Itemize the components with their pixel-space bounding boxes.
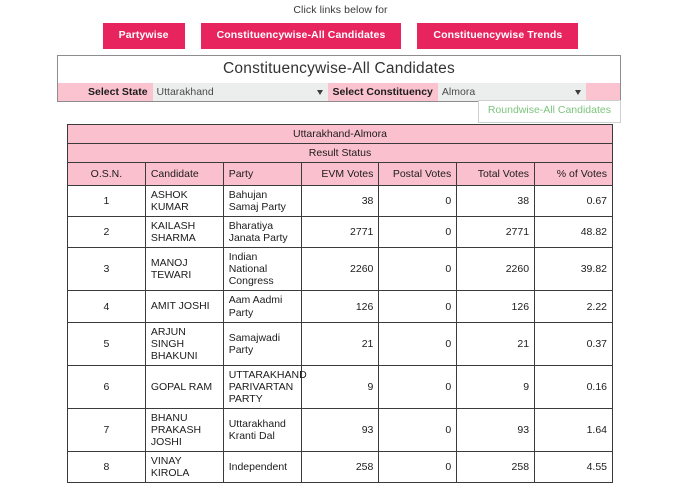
selector-row — [58, 83, 620, 101]
table-row — [68, 408, 613, 451]
select-state-label: Select State — [58, 83, 153, 101]
select-constituency-dropdown[interactable] — [438, 83, 586, 101]
cell-osn: 1 — [68, 186, 146, 217]
cell-pct: 39.82 — [535, 248, 613, 291]
cell-candidate: AMIT JOSHI — [145, 291, 223, 322]
table-row — [68, 217, 613, 248]
results-table-body — [68, 186, 613, 483]
cell-candidate: ARJUN SINGH BHAKUNI — [145, 322, 223, 365]
results-table-container — [67, 124, 613, 483]
table-row — [68, 322, 613, 365]
results-table — [67, 124, 613, 483]
cell-party: Independent — [223, 452, 301, 483]
panel-title: Constituencywise-All Candidates — [58, 56, 620, 83]
cell-postal: 0 — [379, 186, 457, 217]
column-header-osn: O.S.N. — [68, 163, 146, 186]
cell-party: Bharatiya Janata Party — [223, 217, 301, 248]
nav-button-constituencywise-all-candidates[interactable]: Constituencywise-All Candidates — [201, 23, 402, 49]
cell-pct: 1.64 — [535, 408, 613, 451]
cell-osn: 2 — [68, 217, 146, 248]
cell-evm: 9 — [301, 365, 379, 408]
cell-osn: 3 — [68, 248, 146, 291]
roundwise-row — [57, 100, 621, 123]
cell-osn: 6 — [68, 365, 146, 408]
cell-evm: 2771 — [301, 217, 379, 248]
cell-party: Bahujan Samaj Party — [223, 186, 301, 217]
results-subtitle-row — [68, 144, 613, 163]
column-header-postal-votes: Postal Votes — [379, 163, 457, 186]
select-state-dropdown[interactable] — [153, 83, 328, 101]
table-row — [68, 452, 613, 483]
select-constituency-label: Select Constituency — [328, 83, 438, 101]
cell-pct: 48.82 — [535, 217, 613, 248]
cell-postal: 0 — [379, 248, 457, 291]
cell-party: UTTARAKHAND PARIVARTAN PARTY — [223, 365, 301, 408]
results-title: Uttarakhand-Almora — [68, 125, 613, 144]
cell-osn: 4 — [68, 291, 146, 322]
cell-evm: 258 — [301, 452, 379, 483]
cell-candidate: MANOJ TEWARI — [145, 248, 223, 291]
table-row — [68, 186, 613, 217]
cell-postal: 0 — [379, 217, 457, 248]
cell-pct: 2.22 — [535, 291, 613, 322]
cell-total: 21 — [457, 322, 535, 365]
cell-osn: 8 — [68, 452, 146, 483]
page-hint: Click links below for — [293, 4, 388, 16]
cell-candidate: ASHOK KUMAR — [145, 186, 223, 217]
nav-button-partywise[interactable]: Partywise — [103, 23, 185, 49]
cell-pct: 0.67 — [535, 186, 613, 217]
chevron-down-icon — [575, 90, 581, 95]
cell-osn: 7 — [68, 408, 146, 451]
cell-postal: 0 — [379, 452, 457, 483]
cell-total: 2260 — [457, 248, 535, 291]
cell-osn: 5 — [68, 322, 146, 365]
cell-postal: 0 — [379, 408, 457, 451]
cell-pct: 0.16 — [535, 365, 613, 408]
cell-candidate: BHANU PRAKASH JOSHI — [145, 408, 223, 451]
cell-evm: 93 — [301, 408, 379, 451]
cell-candidate: VINAY KIROLA — [145, 452, 223, 483]
cell-evm: 2260 — [301, 248, 379, 291]
cell-evm: 126 — [301, 291, 379, 322]
cell-evm: 38 — [301, 186, 379, 217]
table-row — [68, 291, 613, 322]
results-column-header-row — [68, 163, 613, 186]
select-state-value: Uttarakhand — [156, 86, 214, 98]
column-header-party: Party — [223, 163, 301, 186]
cell-party: Samajwadi Party — [223, 322, 301, 365]
select-constituency-value: Almora — [441, 86, 476, 98]
column-header-evm-votes: EVM Votes — [301, 163, 379, 186]
cell-total: 258 — [457, 452, 535, 483]
roundwise-all-candidates-button[interactable]: Roundwise-All Candidates — [478, 100, 621, 123]
cell-total: 38 — [457, 186, 535, 217]
cell-party: Indian National Congress — [223, 248, 301, 291]
cell-total: 9 — [457, 365, 535, 408]
column-header-total-votes: Total Votes — [457, 163, 535, 186]
cell-total: 93 — [457, 408, 535, 451]
nav-links — [0, 23, 681, 49]
nav-button-constituencywise-trends[interactable]: Constituencywise Trends — [417, 23, 578, 49]
table-row — [68, 365, 613, 408]
cell-candidate: GOPAL RAM — [145, 365, 223, 408]
cell-total: 126 — [457, 291, 535, 322]
cell-postal: 0 — [379, 322, 457, 365]
cell-pct: 4.55 — [535, 452, 613, 483]
column-header-pct-votes: % of Votes — [535, 163, 613, 186]
chevron-down-icon — [317, 90, 323, 95]
cell-postal: 0 — [379, 291, 457, 322]
results-table-head — [68, 125, 613, 186]
cell-candidate: KAILASH SHARMA — [145, 217, 223, 248]
cell-postal: 0 — [379, 365, 457, 408]
cell-evm: 21 — [301, 322, 379, 365]
column-header-candidate: Candidate — [145, 163, 223, 186]
results-title-row — [68, 125, 613, 144]
selector-row-filler — [586, 83, 620, 101]
cell-party: Aam Aadmi Party — [223, 291, 301, 322]
cell-total: 2771 — [457, 217, 535, 248]
cell-party: Uttarakhand Kranti Dal — [223, 408, 301, 451]
results-subtitle: Result Status — [68, 144, 613, 163]
table-row — [68, 248, 613, 291]
cell-pct: 0.37 — [535, 322, 613, 365]
selector-panel — [57, 55, 621, 102]
